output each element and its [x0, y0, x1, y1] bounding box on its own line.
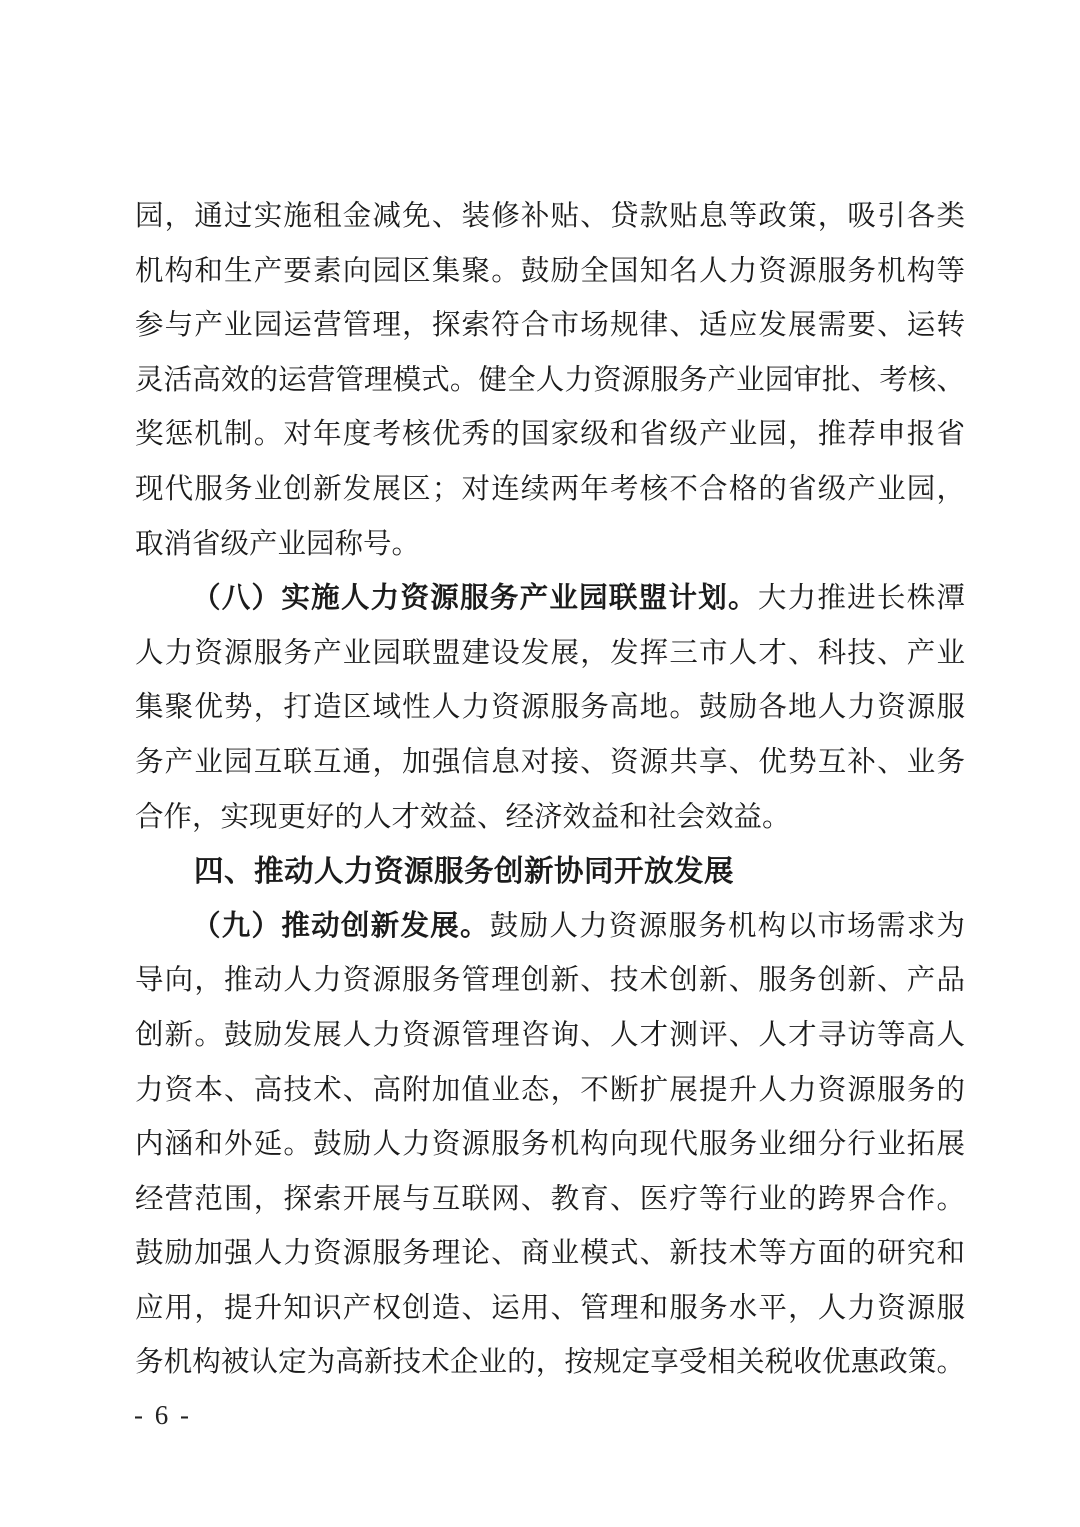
paragraph-lead: （八）实施人力资源服务产业园联盟计划。 [192, 583, 758, 615]
paragraph-lead: （九）推动创新发展。 [192, 910, 490, 942]
text-line: 务产业园互联互通，加强信息对接、资源共享、优势互补、业务 [135, 746, 965, 778]
text-line: 鼓励加强人力资源服务理论、商业模式、新技术等方面的研究和 [135, 1238, 965, 1270]
text-line: 现代服务业创新发展区；对连续两年考核不合格的省级产业园， [135, 473, 965, 505]
text-line: 机构和生产要素向园区集聚。鼓励全国知名人力资源服务机构等 [135, 255, 965, 287]
text-line: 导向，推动人力资源服务管理创新、技术创新、服务创新、产品 [135, 965, 965, 997]
text-line: 人力资源服务产业园联盟建设发展，发挥三市人才、科技、产业 [135, 637, 965, 669]
document-body [135, 190, 965, 1391]
text-line: 灵活高效的运营管理模式。健全人力资源服务产业园审批、考核、 [135, 364, 965, 396]
text-line: 经营范围，探索开展与互联网、教育、医疗等行业的跨界合作。 [135, 1183, 965, 1215]
text-line: 应用，提升知识产权创造、运用、管理和服务水平，人力资源服 [135, 1292, 965, 1324]
text-line: 园，通过实施租金减免、装修补贴、贷款贴息等政策，吸引各类 [135, 201, 965, 232]
section-heading: 四、推动人力资源服务创新协同开放发展 [194, 855, 735, 889]
text-line: 力资本、高技术、高附加值业态，不断扩展提升人力资源服务的 [135, 1074, 965, 1106]
page-number: - 6 - [134, 1400, 189, 1430]
text-line: 参与产业园运营管理，探索符合市场规律、适应发展需要、运转 [135, 310, 965, 342]
text-line: 创新。鼓励发展人力资源管理咨询、人才测评、人才寻访等高人 [135, 1019, 965, 1051]
text-line: 集聚优势，打造区域性人力资源服务高地。鼓励各地人力资源服 [135, 692, 965, 724]
text-line: 奖惩机制。对年度考核优秀的国家级和省级产业园，推荐申报省 [135, 419, 965, 451]
text-line: 内涵和外延。鼓励人力资源服务机构向现代服务业细分行业拓展 [135, 1129, 965, 1161]
text-line: （八）实施人力资源服务产业园联盟计划。大力推进长株潭 [192, 583, 965, 615]
text-line: （九）推动创新发展。鼓励人力资源服务机构以市场需求为 [192, 910, 965, 942]
text-line: 合作，实现更好的人才效益、经济效益和社会效益。 [135, 801, 791, 833]
text-line: 取消省级产业园称号。 [135, 528, 421, 560]
text-line: 务机构被认定为高新技术企业的，按规定享受相关税收优惠政策。 [135, 1347, 965, 1379]
